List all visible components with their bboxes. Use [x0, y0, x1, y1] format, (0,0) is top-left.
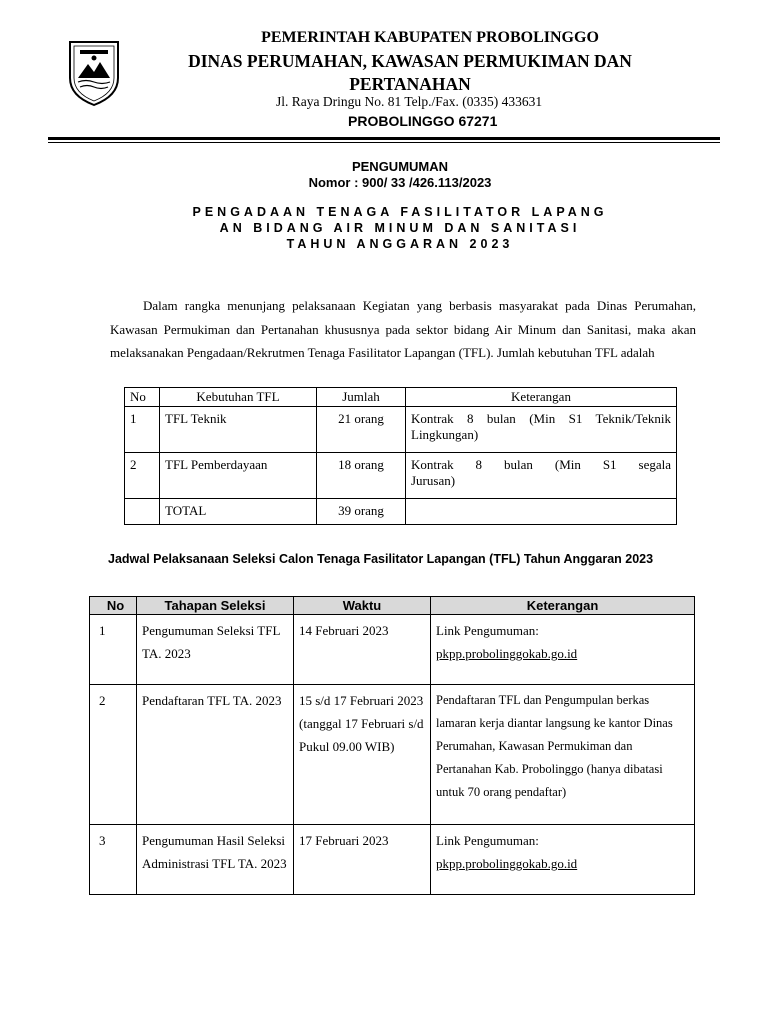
- cell-jumlah: 21 orang: [317, 407, 406, 453]
- link-label: Link Pengumuman:: [436, 833, 539, 848]
- header-kebutuhan: Kebutuhan TFL: [160, 388, 317, 407]
- announcement-number: Nomor : 900/ 33 /426.113/2023: [308, 175, 492, 190]
- cell-no: 3: [90, 825, 137, 895]
- cell-no: 1: [125, 407, 160, 453]
- cell-keterangan: Pendaftaran TFL dan Pengumpulan berkas lamaran kerja diantar langsung ke kantor Dinas Perumahan, Kawasan Permukiman dan Pertanahan Kab. Probolinggo (hanya dibatasi untuk 70 orang pendaftar): [431, 685, 695, 825]
- needs-table: [124, 387, 677, 525]
- cell-no: [125, 499, 160, 525]
- table-row: [125, 407, 677, 453]
- table-header-row: [90, 597, 695, 615]
- cell-waktu: 15 s/d 17 Februari 2023 (tanggal 17 Februari s/d Pukul 09.00 WIB): [294, 685, 431, 825]
- letterhead-agency-line2: PERTANAHAN: [349, 74, 471, 94]
- header-tahapan: Tahapan Seleksi: [137, 597, 294, 615]
- announcement-subtitle-2: AN BIDANG AIR MINUM DAN SANITASI: [219, 221, 581, 235]
- cell-kebutuhan: TFL Teknik: [160, 407, 317, 453]
- letterhead-agency-line1: DINAS PERUMAHAN, KAWASAN PERMUKIMAN DAN: [188, 51, 632, 71]
- announcement-link[interactable]: pkpp.probolinggokab.go.id: [436, 646, 578, 661]
- cell-tahapan: Pengumuman Seleksi TFL TA. 2023: [137, 615, 294, 685]
- cell-no: 1: [90, 615, 137, 685]
- letterhead-government: PEMERINTAH KABUPATEN PROBOLINGGO: [261, 29, 599, 46]
- table-header-row: [125, 388, 677, 407]
- cell-waktu: 14 Februari 2023: [294, 615, 431, 685]
- cell-total-label: TOTAL: [160, 499, 317, 525]
- announcement-title: PENGUMUMAN: [351, 159, 449, 174]
- cell-keterangan: [431, 615, 695, 685]
- cell-no: 2: [90, 685, 137, 825]
- table-row: [125, 453, 677, 499]
- announcement-subtitle-1: PENGADAAN TENAGA FASILITATOR LAPANG: [192, 205, 608, 219]
- cell-keterangan: Kontrak 8 bulan (Min S1 segala Jurusan): [406, 453, 677, 499]
- table-row-total: [125, 499, 677, 525]
- cell-total-jumlah: 39 orang: [317, 499, 406, 525]
- cell-jumlah: 18 orang: [317, 453, 406, 499]
- letterhead-city: PROBOLINGGO 67271: [348, 113, 498, 129]
- cell-waktu: 17 Februari 2023: [294, 825, 431, 895]
- intro-paragraph: Dalam rangka menunjang pelaksanaan Kegiatan yang berbasis masyarakat pada Dinas Perumahan, Kawasan Permukiman dan Pertanahan khususnya pada sektor bidang Air Minum dan Sanitasi, maka akan melaksanakan Pengadaan/Rekrutmen Tenaga Fasilitator Lapangan (TFL). Jumlah kebutuhan TFL adalah: [110, 298, 696, 360]
- schedule-title: Jadwal Pelaksanaan Seleksi Calon Tenaga Fasilitator Lapangan (TFL) Tahun Anggaran 2023: [108, 552, 654, 566]
- cell-tahapan: Pengumuman Hasil Seleksi Administrasi TFL TA. 2023: [137, 825, 294, 895]
- regency-crest-icon: [66, 38, 122, 108]
- header-keterangan: Keterangan: [406, 388, 677, 407]
- header-waktu: Waktu: [294, 597, 431, 615]
- link-label: Link Pengumuman:: [436, 623, 539, 638]
- table-row: [90, 825, 695, 895]
- announcement-link[interactable]: pkpp.probolinggokab.go.id: [436, 856, 578, 871]
- header-no: No: [125, 388, 160, 407]
- cell-tahapan: Pendaftaran TFL TA. 2023: [137, 685, 294, 825]
- table-row: [90, 685, 695, 825]
- cell-keterangan: Kontrak 8 bulan (Min S1 Teknik/Teknik Lingkungan): [406, 407, 677, 453]
- header-no: No: [90, 597, 137, 615]
- header-jumlah: Jumlah: [317, 388, 406, 407]
- announcement-subtitle-3: TAHUN ANGGARAN 2023: [286, 237, 514, 251]
- cell-kebutuhan: TFL Pemberdayaan: [160, 453, 317, 499]
- letterhead-divider-thick: [48, 137, 720, 140]
- cell-keterangan: [431, 825, 695, 895]
- header-keterangan: Keterangan: [431, 597, 695, 615]
- schedule-table: [89, 596, 695, 895]
- letterhead-agency: [150, 50, 670, 96]
- letterhead-divider-thin: [48, 142, 720, 143]
- letterhead-address: Jl. Raya Dringu No. 81 Telp./Fax. (0335) 433631: [276, 94, 543, 109]
- table-row: [90, 615, 695, 685]
- cell-no: 2: [125, 453, 160, 499]
- cell-keterangan: [406, 499, 677, 525]
